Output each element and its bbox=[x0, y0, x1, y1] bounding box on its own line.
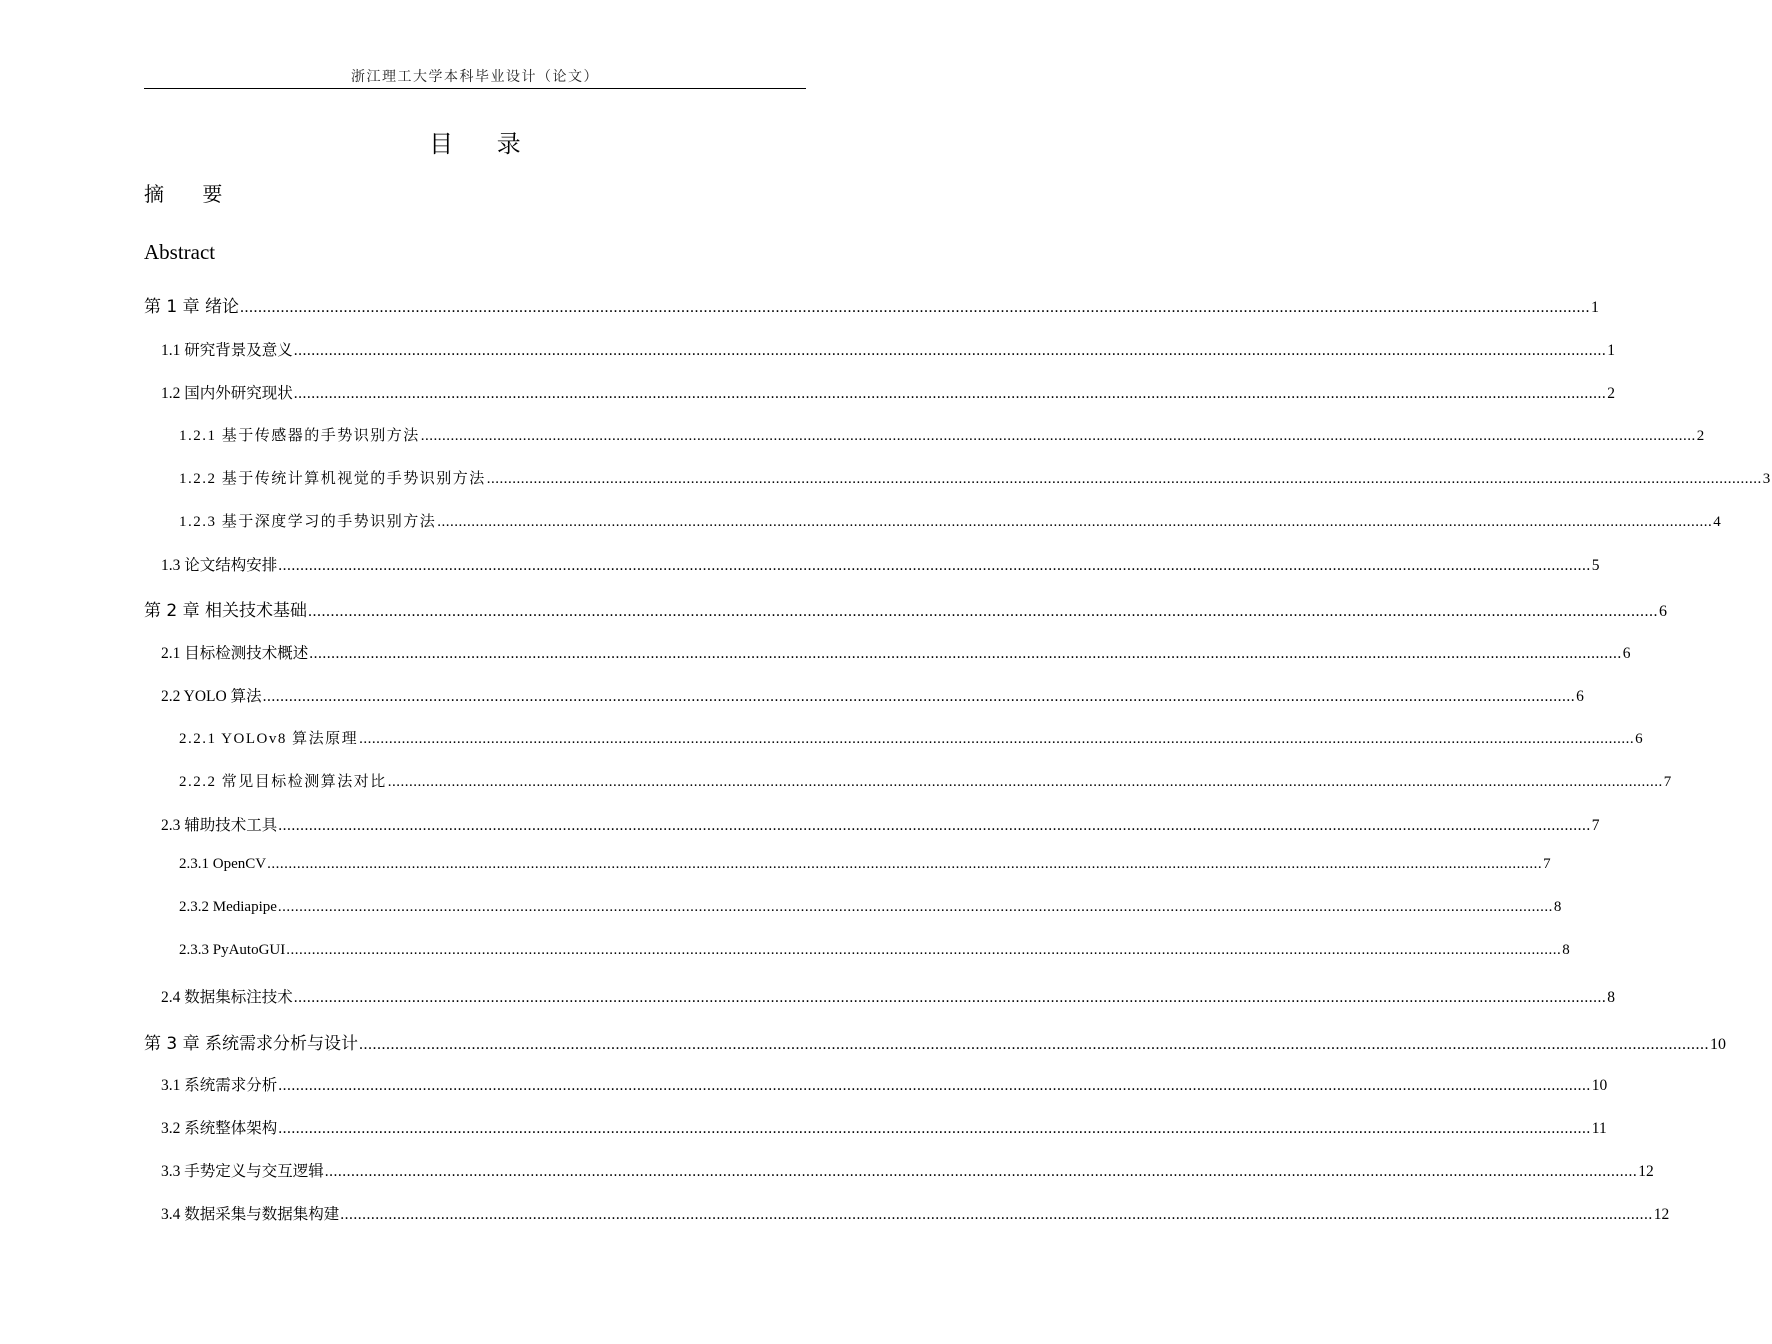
leader-dots: ............................................................................................................................................................................................................................................................................................................ bbox=[293, 385, 1607, 402]
toc-entry-title: 2.3.2 Mediapipe bbox=[179, 899, 277, 915]
leader-dots: ............................................................................................................................................................................................................................................................................................................ bbox=[277, 899, 1553, 915]
toc-entry-page: 7 bbox=[1591, 817, 1600, 834]
toc-entry-abstract-zh[interactable]: 摘 要 bbox=[144, 182, 239, 206]
toc-entry-2-3-2[interactable] bbox=[179, 899, 1562, 916]
toc-entry-abstract-en[interactable]: Abstract bbox=[144, 240, 216, 264]
toc-entry-page: 8 bbox=[1562, 942, 1570, 958]
toc-entry-page: 11 bbox=[1591, 1120, 1607, 1137]
leader-dots: ............................................................................................................................................................................................................................................................................................................ bbox=[293, 989, 1607, 1006]
toc-entry-2-2-2[interactable] bbox=[179, 770, 1673, 791]
toc-entry-chapter-1[interactable] bbox=[144, 292, 1600, 317]
toc-entry-title: 1.2 国内外研究现状 bbox=[161, 385, 293, 402]
toc-entry-title: 2.3 辅助技术工具 bbox=[161, 817, 278, 834]
toc-entry-title: 2.3.1 OpenCV bbox=[179, 856, 267, 872]
toc-entry-1-3[interactable] bbox=[161, 553, 1600, 575]
toc-entry-title: 3.1 系统需求分析 bbox=[161, 1077, 278, 1094]
leader-dots: ............................................................................................................................................................................................................................................................................................................ bbox=[262, 688, 1576, 705]
toc-entry-2-3-3[interactable] bbox=[179, 942, 1570, 959]
leader-dots: ............................................................................................................................................................................................................................................................................................................ bbox=[293, 342, 1607, 359]
leader-dots: ............................................................................................................................................................................................................................................................................................................ bbox=[308, 603, 1659, 620]
leader-dots: ............................................................................................................................................................................................................................................................................................................ bbox=[387, 774, 1663, 790]
leader-dots: ............................................................................................................................................................................................................................................................................................................ bbox=[278, 557, 1591, 574]
leader-dots: ............................................................................................................................................................................................................................................................................................................ bbox=[309, 645, 1622, 662]
toc-entry-page: 8 bbox=[1553, 899, 1562, 915]
toc-entry-title: 2.1 目标检测技术概述 bbox=[161, 645, 309, 662]
toc-entry-page: 6 bbox=[1622, 645, 1631, 662]
leader-dots: ............................................................................................................................................................................................................................................................................................................ bbox=[278, 1077, 1591, 1094]
toc-entry-title: 3.2 系统整体架构 bbox=[161, 1120, 278, 1137]
page-header: 浙江理工大学本科毕业设计（论文） bbox=[351, 70, 599, 85]
toc-entry-title: 第 2 章 相关技术基础 bbox=[144, 601, 308, 621]
toc-entry-2-4[interactable] bbox=[161, 985, 1616, 1007]
toc-entry-title: 2.2.1 YOLOv8 算法原理 bbox=[179, 731, 359, 747]
toc-entry-page: 6 bbox=[1635, 731, 1645, 747]
toc-entry-title: 2.2 YOLO 算法 bbox=[161, 688, 262, 705]
leader-dots: ............................................................................................................................................................................................................................................................................................................ bbox=[267, 856, 1543, 872]
toc-entry-title: 3.3 手势定义与交互逻辑 bbox=[161, 1163, 324, 1180]
toc-entry-title: 1.2.2 基于传统计算机视觉的手势识别方法 bbox=[179, 471, 486, 487]
leader-dots: ............................................................................................................................................................................................................................................................................................................ bbox=[437, 514, 1713, 530]
toc-entry-page: 7 bbox=[1543, 856, 1551, 872]
toc-entry-1-2[interactable] bbox=[161, 381, 1616, 403]
toc-entry-title: 3.4 数据采集与数据集构建 bbox=[161, 1206, 340, 1223]
toc-entry-title: 第 1 章 绪论 bbox=[144, 297, 240, 317]
toc-entry-page: 2 bbox=[1696, 428, 1706, 444]
toc-entry-title: 2.3.3 PyAutoGUI bbox=[179, 942, 286, 958]
leader-dots: ............................................................................................................................................................................................................................................................................................................ bbox=[286, 942, 1562, 958]
leader-dots: ............................................................................................................................................................................................................................................................................................................ bbox=[420, 428, 1696, 444]
toc-entry-page: 10 bbox=[1591, 1077, 1608, 1094]
leader-dots: ............................................................................................................................................................................................................................................................................................................ bbox=[340, 1206, 1653, 1223]
toc-entry-2-2-1[interactable] bbox=[179, 727, 1645, 748]
toc-entry-page: 3 bbox=[1762, 471, 1772, 487]
toc-entry-2-2[interactable] bbox=[161, 684, 1584, 706]
toc-entry-2-1[interactable] bbox=[161, 641, 1631, 663]
toc-entry-page: 8 bbox=[1607, 989, 1616, 1006]
toc-entry-page: 5 bbox=[1591, 557, 1600, 574]
toc-entry-3-2[interactable] bbox=[161, 1116, 1607, 1138]
toc-entry-1-2-1[interactable] bbox=[179, 424, 1706, 445]
leader-dots: ............................................................................................................................................................................................................................................................................................................ bbox=[359, 731, 1635, 747]
leader-dots: ............................................................................................................................................................................................................................................................................................................ bbox=[486, 471, 1762, 487]
toc-entry-title: 2.2.2 常见目标检测算法对比 bbox=[179, 774, 387, 790]
toc-entry-1-2-3[interactable] bbox=[179, 510, 1723, 531]
toc-entry-3-4[interactable] bbox=[161, 1202, 1670, 1224]
toc-entry-1-1[interactable] bbox=[161, 338, 1616, 360]
toc-entry-2-3-1[interactable] bbox=[179, 856, 1551, 873]
toc-title: 目 录 bbox=[429, 130, 539, 158]
toc-entry-page: 12 bbox=[1653, 1206, 1670, 1223]
toc-entry-title: 1.2.3 基于深度学习的手势识别方法 bbox=[179, 514, 437, 530]
toc-entry-3-3[interactable] bbox=[161, 1159, 1654, 1181]
toc-entry-page: 2 bbox=[1607, 385, 1616, 402]
toc-entry-page: 4 bbox=[1713, 514, 1723, 530]
toc-entry-chapter-3[interactable] bbox=[144, 1029, 1727, 1054]
leader-dots: ............................................................................................................................................................................................................................................................................................................ bbox=[324, 1163, 1638, 1180]
toc-entry-title: 1.1 研究背景及意义 bbox=[161, 342, 293, 359]
toc-entry-title: 1.3 论文结构安排 bbox=[161, 557, 278, 574]
toc-entry-page: 1 bbox=[1607, 342, 1616, 359]
toc-entry-title: 第 3 章 系统需求分析与设计 bbox=[144, 1034, 359, 1054]
toc-entry-page: 6 bbox=[1659, 603, 1668, 620]
toc-entry-3-1[interactable] bbox=[161, 1073, 1608, 1095]
toc-entry-2-3[interactable] bbox=[161, 813, 1600, 835]
leader-dots: ............................................................................................................................................................................................................................................................................................................ bbox=[278, 817, 1591, 834]
header-rule bbox=[144, 88, 806, 89]
leader-dots: ............................................................................................................................................................................................................................................................................................................ bbox=[359, 1036, 1710, 1053]
leader-dots: ............................................................................................................................................................................................................................................................................................................ bbox=[240, 299, 1591, 316]
toc-entry-page: 6 bbox=[1576, 688, 1584, 705]
toc-entry-1-2-2[interactable] bbox=[179, 467, 1772, 488]
toc-entry-chapter-2[interactable] bbox=[144, 596, 1668, 621]
toc-entry-page: 10 bbox=[1710, 1036, 1727, 1053]
toc-entry-page: 1 bbox=[1591, 299, 1600, 316]
toc-entry-title: 1.2.1 基于传感器的手势识别方法 bbox=[179, 428, 420, 444]
leader-dots: ............................................................................................................................................................................................................................................................................................................ bbox=[278, 1120, 1591, 1137]
toc-entry-page: 7 bbox=[1663, 774, 1673, 790]
toc-entry-page: 12 bbox=[1638, 1163, 1654, 1180]
toc-entry-title: 2.4 数据集标注技术 bbox=[161, 989, 293, 1006]
